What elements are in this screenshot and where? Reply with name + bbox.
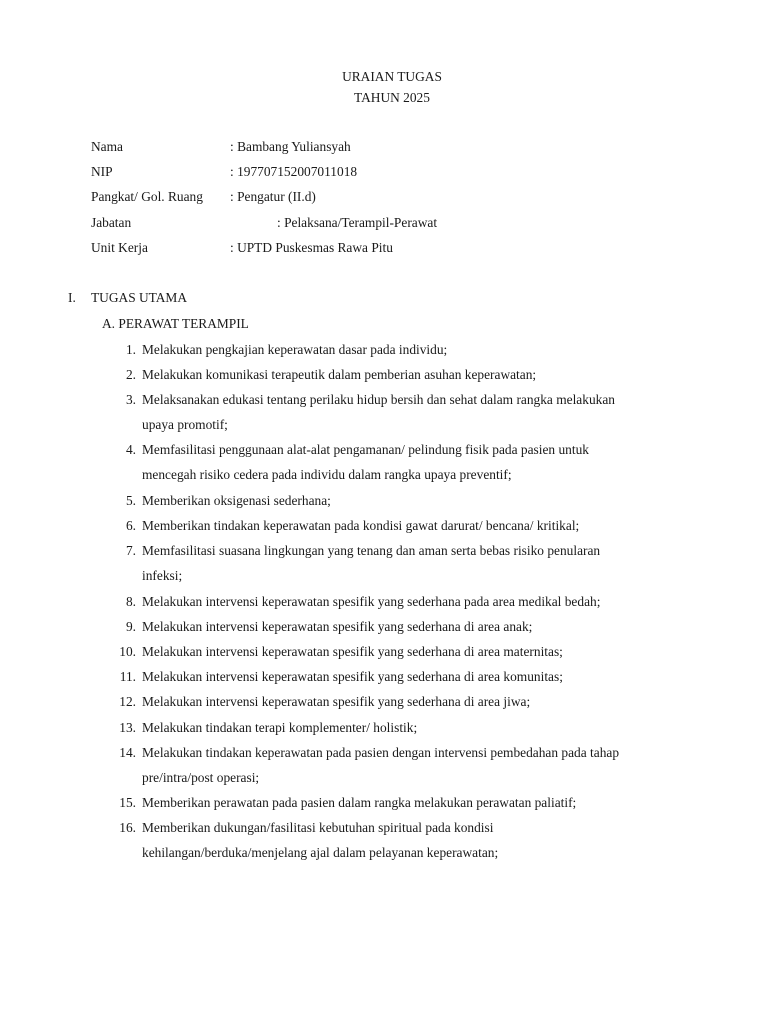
task-number: 8. xyxy=(125,593,136,609)
task-text-line: Melakukan intervensi keperawatan spesifik yang sederhana di area komunitas; xyxy=(142,669,563,685)
task-number: 15. xyxy=(119,795,136,811)
task-item xyxy=(100,614,700,639)
task-text xyxy=(142,639,702,664)
task-text-line: Melaksanakan edukasi tentang perilaku hidup bersih dan sehat dalam rangka melakukan xyxy=(142,391,615,407)
task-text-line: Memberikan oksigenasi sederhana; xyxy=(142,492,331,508)
task-item xyxy=(100,538,700,588)
task-text xyxy=(142,538,702,588)
task-text-line: Melakukan intervensi keperawatan spesifik yang sederhana di area jiwa; xyxy=(142,694,531,710)
task-text xyxy=(142,715,702,740)
task-item xyxy=(100,790,700,815)
task-text-line: kehilangan/berduka/menjelang ajal dalam pelayanan keperawatan; xyxy=(142,845,499,861)
document-title: URAIAN TUGAS xyxy=(342,69,442,84)
task-text-line: Melakukan pengkajian keperawatan dasar pada individu; xyxy=(142,341,448,357)
task-text-line: Memfasilitasi penggunaan alat-alat pengamanan/ pelindung fisik pada pasien untuk xyxy=(142,442,589,458)
task-number: 1. xyxy=(125,341,136,357)
task-text xyxy=(142,815,702,865)
task-number: 11. xyxy=(119,669,136,685)
task-text-line: Memberikan dukungan/fasilitasi kebutuhan spiritual pada kondisi xyxy=(142,820,494,836)
task-text xyxy=(142,589,702,614)
task-item xyxy=(100,488,700,513)
task-number: 4. xyxy=(125,442,136,458)
task-text xyxy=(142,513,702,538)
task-number: 9. xyxy=(125,618,136,634)
task-text xyxy=(142,488,702,513)
task-text-line: mencegah risiko cedera pada individu dalam rangka upaya preventif; xyxy=(142,467,512,483)
task-text xyxy=(142,362,702,387)
identity-value: : Pengatur (II.d) xyxy=(230,189,316,204)
identity-label: Nama xyxy=(91,139,123,154)
section-number: I. xyxy=(68,290,76,305)
task-text-line: Melakukan intervensi keperawatan spesifik yang sederhana pada area medikal bedah; xyxy=(142,593,601,609)
task-number: 7. xyxy=(125,543,136,559)
task-text-line: infeksi; xyxy=(142,568,183,584)
identity-label: NIP xyxy=(91,164,113,179)
task-item xyxy=(100,689,700,714)
task-number: 5. xyxy=(125,492,136,508)
task-item xyxy=(100,664,700,689)
identity-label: Jabatan xyxy=(91,215,132,230)
task-item xyxy=(100,589,700,614)
task-text xyxy=(142,790,702,815)
task-text-line: Melakukan tindakan terapi komplementer/ holistik; xyxy=(142,719,418,735)
identity-value: : Bambang Yuliansyah xyxy=(230,139,351,154)
identity-label: Unit Kerja xyxy=(91,240,148,255)
task-text-line: upaya promotif; xyxy=(142,417,228,433)
identity-value: : Pelaksana/Terampil-Perawat xyxy=(277,215,438,230)
section-title: TUGAS UTAMA xyxy=(91,290,188,305)
task-text-line: Melakukan intervensi keperawatan spesifik yang sederhana di area anak; xyxy=(142,618,533,634)
task-number: 6. xyxy=(125,517,136,533)
task-item xyxy=(100,740,700,790)
task-text xyxy=(142,740,702,790)
task-item xyxy=(100,387,700,437)
task-text xyxy=(142,437,702,487)
task-text-line: Memberikan tindakan keperawatan pada kondisi gawat darurat/ bencana/ kritikal; xyxy=(142,517,580,533)
task-item xyxy=(100,639,700,664)
task-number: 13. xyxy=(119,719,136,735)
task-text-line: Memberikan perawatan pada pasien dalam rangka melakukan perawatan paliatif; xyxy=(142,795,577,811)
identity-value: : 197707152007011018 xyxy=(230,164,358,179)
identity-label: Pangkat/ Gol. Ruang xyxy=(91,189,203,204)
task-text-line: Memfasilitasi suasana lingkungan yang tenang dan aman serta bebas risiko penularan xyxy=(142,543,601,559)
task-text-line: Melakukan tindakan keperawatan pada pasien dengan intervensi pembedahan pada tahap xyxy=(142,744,620,760)
document-year: TAHUN 2025 xyxy=(354,90,430,105)
task-item xyxy=(100,715,700,740)
task-item xyxy=(100,513,700,538)
task-number: 14. xyxy=(119,744,136,760)
task-number: 12. xyxy=(119,694,136,710)
task-number: 16. xyxy=(119,820,136,836)
subsection-title: A. PERAWAT TERAMPIL xyxy=(102,316,249,331)
task-text-line: pre/intra/post operasi; xyxy=(142,769,260,785)
task-number: 3. xyxy=(125,391,136,407)
task-item xyxy=(100,815,700,865)
task-text-line: Melakukan komunikasi terapeutik dalam pemberian asuhan keperawatan; xyxy=(142,366,537,382)
task-item xyxy=(100,337,700,362)
task-text xyxy=(142,337,702,362)
task-text xyxy=(142,614,702,639)
task-text xyxy=(142,689,702,714)
task-item xyxy=(100,362,700,387)
task-text xyxy=(142,387,702,437)
task-number: 2. xyxy=(125,366,136,382)
task-text xyxy=(142,664,702,689)
identity-value: : UPTD Puskesmas Rawa Pitu xyxy=(230,240,393,255)
task-text-line: Melakukan intervensi keperawatan spesifik yang sederhana di area maternitas; xyxy=(142,643,563,659)
task-number: 10. xyxy=(119,643,136,659)
task-item xyxy=(100,437,700,487)
